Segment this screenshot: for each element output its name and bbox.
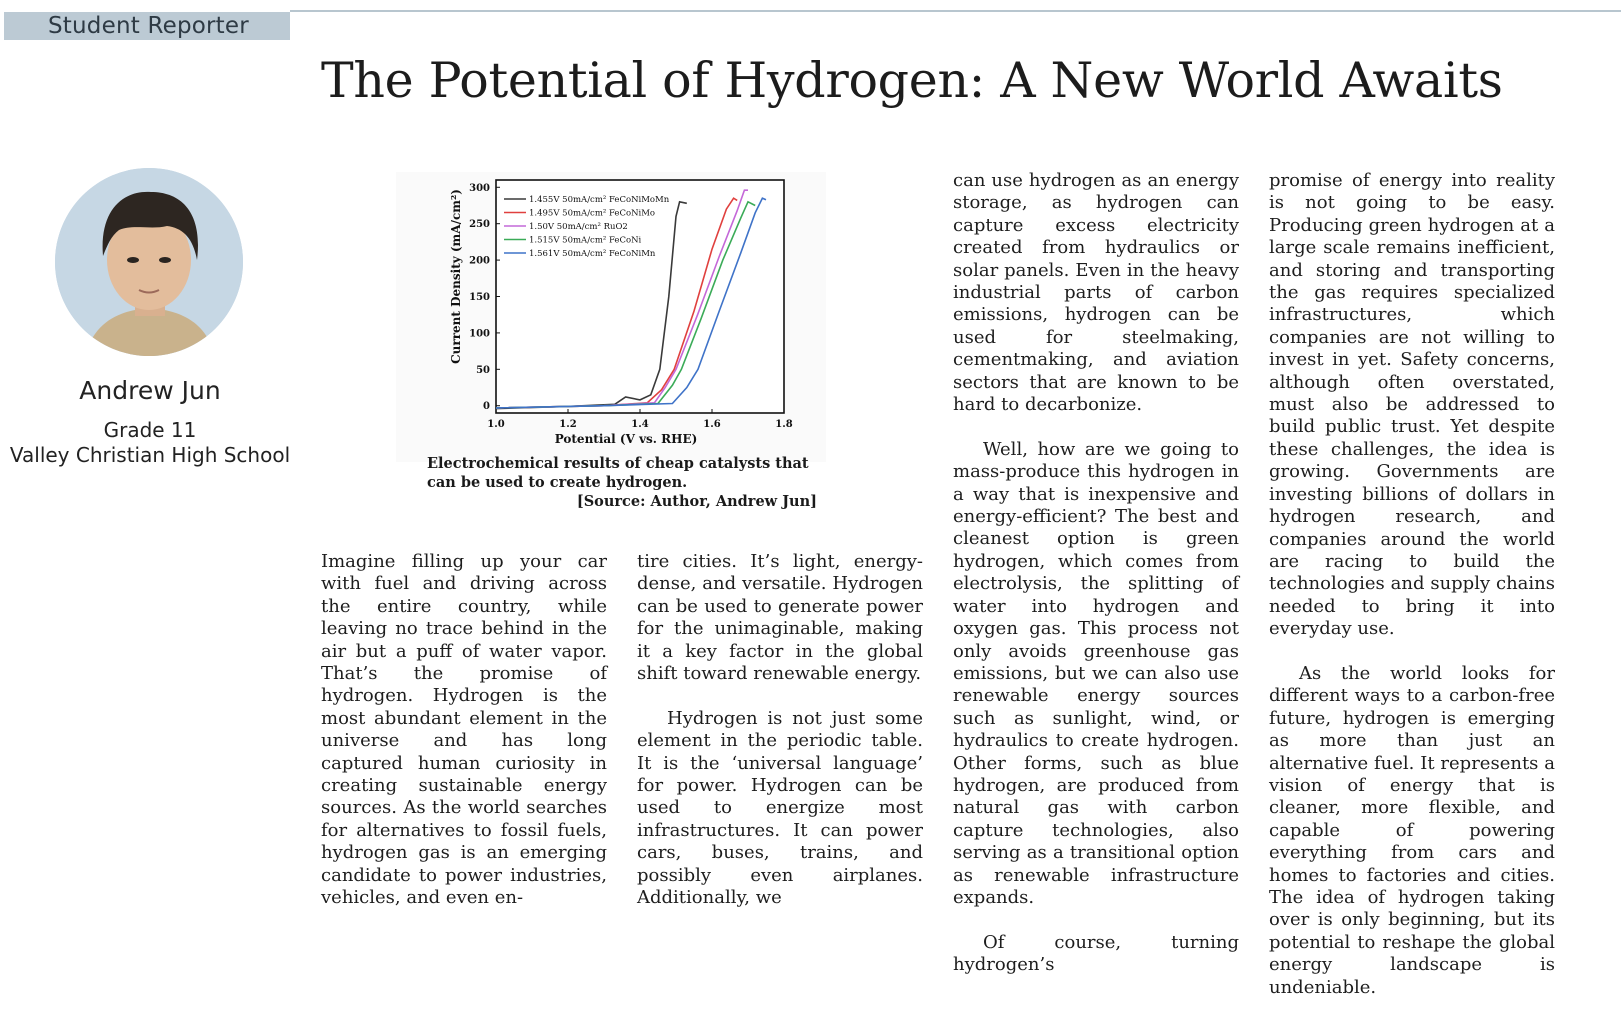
chart-svg <box>396 172 826 462</box>
paragraph: Hydrogen is not just some element in the periodic table. It is the ‘universal language’ for power. Hydrogen can be used to energize most infrastructures. It can power cars, buses, trains, and possibly even airplanes. Additionally, we <box>637 707 923 909</box>
author-photo <box>55 168 243 356</box>
paragraph: Well, how are we going to mass-produce this hydrogen in a way that is inexpensive and energy-efficient? The best and cleanest option is green hydrogen, which comes from electrolysis, the splitting of water into hydrogen and oxygen gas. This process not only avoids greenhouse gas emissions, but we can also use renewable energy sources such as sunlight, wind, or hydraulics to create hydrogen. Other forms, such as blue hydrogen, are produced from natural gas with carbon capture technologies, also serving as a transitional option as renewable infrastructure expands. <box>953 438 1239 908</box>
y-tick-label: 300 <box>469 182 490 194</box>
article-column-4 <box>1269 170 1555 1021</box>
paragraph: Of course, turning hydrogen’s <box>953 931 1239 976</box>
chart-figure <box>396 172 826 462</box>
article-column-1 <box>321 551 607 932</box>
paragraph: Imagine filling up your car with fuel and driving across the entire country, while leaving no trace behind in the air but a puff of water vapor. That’s the promise of hydrogen. Hydrogen is the most abundant element in the universe and has long captured human curiosity in creating sustainable energy sources. As the world searches for alternatives to fossil fuels, hydrogen gas is an emerging candidate to power industries, vehicles, and even en- <box>321 551 607 909</box>
x-tick-label: 1.6 <box>703 419 721 430</box>
y-tick-label: 250 <box>469 219 490 231</box>
paragraph: As the world looks for different ways to a carbon-free future, hydrogen is emerging as more than just an alternative fuel. It represents a vision of energy that is cleaner, more flexible, and capable of powering everything from cars and homes to factories and cities. The idea of hydrogen taking over is only beginning, but its potential to reshape the global energy landscape is undeniable. <box>1269 662 1555 998</box>
y-tick-label: 100 <box>469 328 490 340</box>
y-tick-label: 0 <box>483 401 490 413</box>
x-tick-label: 1.8 <box>775 419 793 430</box>
legend-label: 1.495V 50mA/cm² FeCoNiMo <box>529 208 656 219</box>
x-tick-label: 1.4 <box>631 419 649 430</box>
caption-text: Electrochemical results of cheap catalysts that can be used to create hydrogen. <box>427 455 809 491</box>
author-name: Andrew Jun <box>79 376 221 405</box>
legend-label: 1.561V 50mA/cm² FeCoNiMn <box>529 249 656 259</box>
author-grade: Grade 11 <box>103 418 197 442</box>
author-school: Valley Christian High School <box>9 443 291 467</box>
headline: The Potential of Hydrogen: A New World Awaits <box>321 52 1503 109</box>
legend-label: 1.455V 50mA/cm² FeCoNiMoMn <box>529 195 670 205</box>
y-tick-label: 50 <box>476 364 490 376</box>
y-axis-label: Current Density (mA/cm²) <box>449 189 463 364</box>
paragraph: tire cities. It’s light, energy-dense, and versatile. Hydrogen can be used to generate power for the unimaginable, making it a key factor in the global shift toward renewable energy. <box>637 551 923 685</box>
y-tick-label: 150 <box>469 292 490 303</box>
x-tick-label: 1.0 <box>487 419 505 430</box>
legend-label: 1.50V 50mA/cm² RuO2 <box>529 222 628 232</box>
paragraph: promise of energy into reality is not going to be easy. Producing green hydrogen at a large scale remains inefficient, and storing and transporting the gas requires specialized infrastructures, which companies are not willing to invest in yet. Safety concerns, although often overstated, must also be addressed to build public trust. Yet despite these challenges, the idea is growing. Governments are investing billions of dollars in hydrogen research, and companies around the world are racing to build the technologies and supply chains needed to bring it into everyday use. <box>1269 170 1555 640</box>
x-tick-label: 1.2 <box>559 419 577 430</box>
legend-label: 1.515V 50mA/cm² FeCoNi <box>529 235 642 246</box>
article-column-3 <box>953 170 1239 999</box>
article-column-2 <box>637 551 923 932</box>
x-axis-label: Potential (V vs. RHE) <box>554 432 698 446</box>
paragraph: can use hydrogen as an energy storage, as hydrogen can capture excess electricity created from hydraulics or solar panels. Even in the heavy industrial parts of carbon emissions, hydrogen can be used for steelmaking, cementmaking, and aviation sectors that are known to be hard to decarbonize. <box>953 170 1239 416</box>
top-rule <box>290 10 1621 12</box>
figure-caption <box>427 454 817 511</box>
caption-source: [Source: Author, Andrew Jun] <box>576 493 817 510</box>
section-tag: Student Reporter <box>4 12 290 40</box>
y-tick-label: 200 <box>469 255 490 267</box>
